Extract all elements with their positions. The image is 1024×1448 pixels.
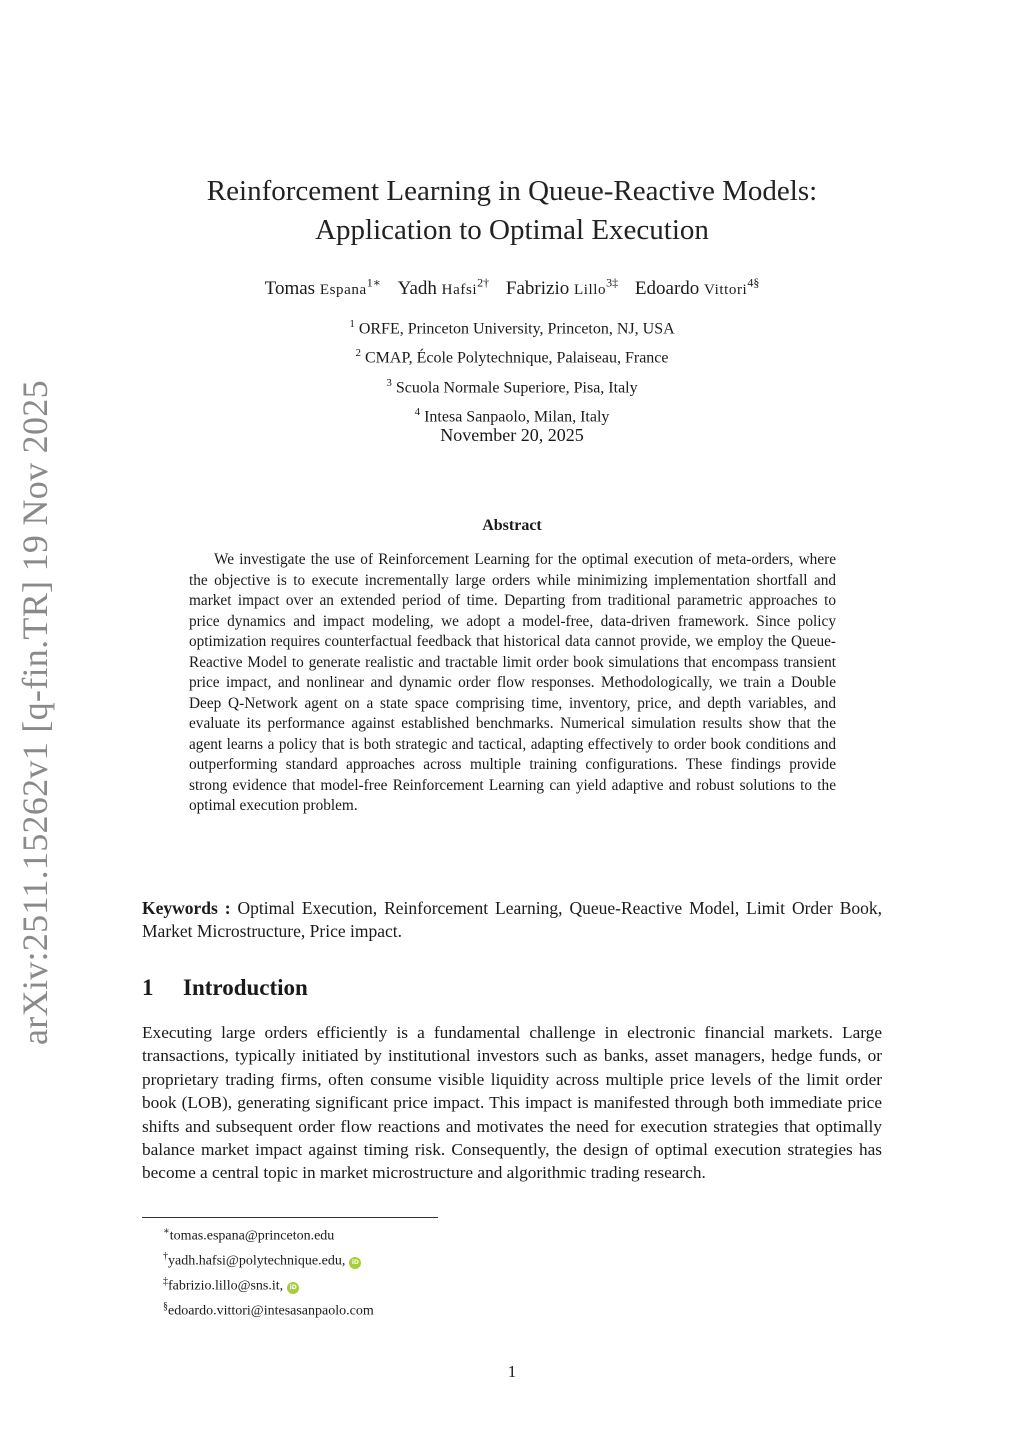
affiliation-item	[150, 341, 874, 370]
author-vittori	[635, 278, 759, 299]
section-heading	[142, 975, 308, 1001]
abstract-heading: Abstract	[482, 517, 542, 534]
affiliation-list	[150, 312, 874, 429]
arxiv-stamp: arXiv:2511.15262v1 [q-fin.TR] 19 Nov 2025	[15, 380, 55, 1045]
author-marks: 3‡	[606, 276, 619, 290]
author-last-name: Hafsi	[441, 282, 478, 299]
author-last-name: Espana	[319, 282, 367, 299]
author-first-name: Edoardo	[634, 278, 700, 300]
author-first-name: Fabrizio	[505, 278, 570, 300]
author-lillo	[506, 278, 618, 299]
section-title: Introduction	[183, 975, 308, 1000]
orcid-icon[interactable]: iD	[287, 1282, 299, 1294]
footnote-email[interactable]: fabrizio.lillo@sns.it,	[168, 1278, 284, 1294]
affiliation-number: 4	[414, 405, 421, 418]
affiliation-text: ORFE, Princeton University, Princeton, NJ, USA	[358, 320, 675, 338]
footnote-item	[163, 1297, 374, 1322]
introduction-paragraph: Executing large orders efficiently is a fundamental challenge in electronic financial markets. Large transactions, typically initiated by institutional investors such as banks, asset managers, hedge funds, or proprietary trading firms, often consume visible liquidity across multiple price levels of the limit order book (LOB), generating significant price impact. This impact is manifested through both immediate price shifts and subsequent order flow reactions and motivates the need for execution strategies that optimally balance market impact against timing risk. Consequently, the design of optimal execution strategies has become a central topic in market microstructure and algorithmic trading research.	[142, 1023, 882, 1183]
affiliation-number: 3	[386, 376, 392, 389]
orcid-icon[interactable]: iD	[349, 1257, 361, 1269]
keywords-text: Optimal Execution, Reinforcement Learning, Queue-Reactive Model, Limit Order Book, Market Microstructure, Price impact.	[142, 898, 882, 941]
affiliation-number: 1	[349, 318, 355, 330]
footnote-mark: †	[163, 1251, 168, 1263]
footnote-email[interactable]: edoardo.vittori@intesasanpaolo.com	[168, 1304, 374, 1320]
publication-date: November 20, 2025	[440, 425, 584, 445]
section-number: 1	[142, 975, 154, 1000]
affiliation-item	[150, 371, 874, 400]
keywords	[142, 897, 882, 943]
author-hafsi	[398, 278, 490, 299]
footnote-item	[163, 1247, 374, 1272]
footnote-list	[163, 1222, 374, 1323]
author-first-name: Yadh	[397, 278, 437, 300]
author-marks: 2†	[477, 276, 490, 290]
footnote-email[interactable]: tomas.espana@princeton.edu	[169, 1228, 335, 1244]
author-first-name: Tomas	[264, 278, 316, 300]
author-marks: 1∗	[366, 276, 381, 290]
affiliation-text: Intesa Sanpaolo, Milan, Italy	[424, 408, 610, 426]
abstract-body: We investigate the use of Reinforcement Learning for the optimal execution of meta-orders, where the objective is to execute incrementally large orders while minimizing implementation shortfall and market impact over an extended period of time. Departing from traditional parametric approaches to price dynamics and impact modeling, we adopt a model-free, data-driven framework. Since policy optimization requires counterfactual feedback that historical data cannot provide, we employ the Queue-Reactive Model to generate realistic and tractable limit order book simulations that encompass transient price impact, and nonlinear and dynamic order flow responses. Methodologically, we train a Double Deep Q-Network agent on a state space comprising time, inventory, price, and depth variables, and evaluate its performance against established benchmarks. Numerical simulation results show that the agent learns a policy that is both strategic and tactical, adapting effectively to order book conditions and outperforming standard approaches across multiple training configurations. These findings provide strong evidence that model-free Reinforcement Learning can yield adaptive and robust solutions to the optimal execution problem.	[189, 551, 836, 814]
author-last-name: Vittori	[704, 282, 748, 299]
affiliation-number: 2	[355, 347, 361, 360]
title-line-2: Application to Optimal Execution	[315, 214, 709, 246]
author-marks: 4§	[747, 276, 760, 290]
footnote-mark: ∗	[163, 1226, 170, 1237]
author-espana	[265, 278, 381, 299]
footnote-item	[163, 1272, 374, 1297]
footnote-email[interactable]: yadh.hafsi@polytechnique.edu,	[168, 1253, 346, 1269]
author-list	[120, 270, 904, 303]
affiliation-text: Scuola Normale Superiore, Pisa, Italy	[395, 378, 638, 396]
page-number: 1	[507, 1362, 517, 1381]
footnote-rule	[142, 1217, 438, 1218]
affiliation-item	[150, 312, 874, 341]
affiliation-text: CMAP, École Polytechnique, Palaiseau, France	[365, 349, 669, 367]
author-last-name: Lillo	[573, 282, 607, 299]
keywords-label: Keywords :	[142, 898, 231, 918]
paper-title	[150, 172, 874, 250]
title-line-1: Reinforcement Learning in Queue-Reactive Models:	[206, 175, 818, 207]
footnote-mark: ‡	[163, 1276, 168, 1288]
footnote-mark: §	[163, 1301, 168, 1313]
footnote-item	[163, 1222, 374, 1247]
